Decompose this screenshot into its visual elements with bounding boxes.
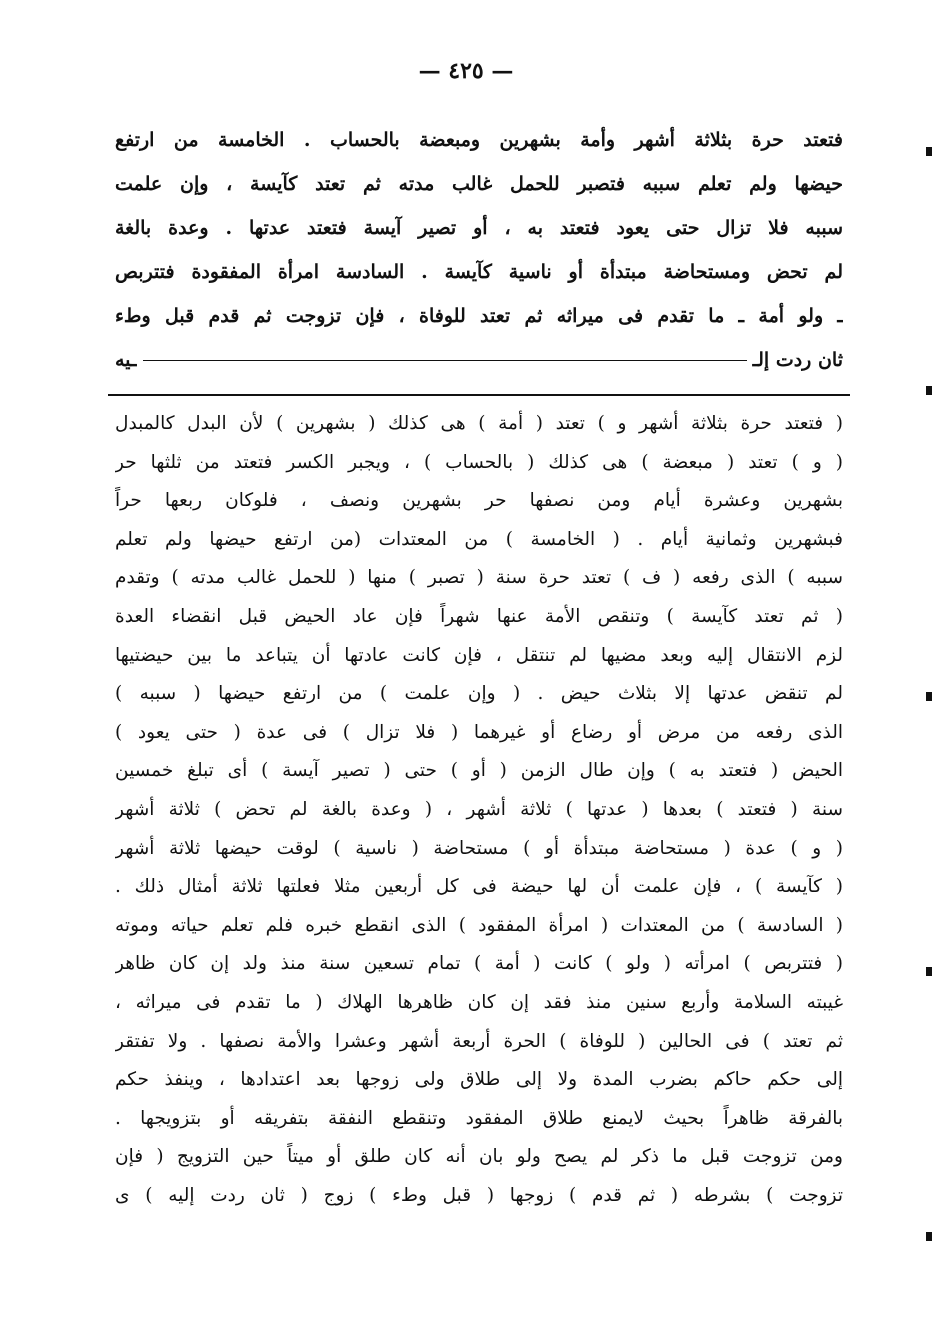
- commentary-line: ( و ) عدة ( مستحاضة مبتدأة أو ) مستحاضة ( ناسية ) لوقت حيضها ثلاثة أشهر: [115, 837, 843, 859]
- commentary-line: لم تنقض عدتها إلا بثلاث حيض . ( وإن علمت ) من ارتفع حيضها ( سببه ): [115, 683, 843, 705]
- main-text-last-line: [115, 338, 843, 382]
- main-text-line: ـ ولو أمة ـ ما تقدم فى ميراثه ثم تعتد للوفاة ، فإن تزوجت ثم قدم قبل وطء: [115, 305, 843, 327]
- commentary-line: ( السادسة ) من المعتدات ( امرأة المفقود ) الذى انقطع خبره فلم تعلم حياته وموته: [115, 914, 843, 936]
- main-text-line: فتعتد حرة بثلاثة أشهر وأمة بشهرين ومبعضة بالحساب . الخامسة من ارتفع: [115, 129, 843, 151]
- commentary-line: ( و ) تعتد ( مبعضة ) هى كذلك ( بالحساب ) ، ويجبر الكسر فتعتد من ثلثها حر: [115, 451, 843, 473]
- main-text-line: سببه فلا تزال حتى يعود فتعتد به ، أو تصير آيسة فتعتد عدتها . وعدة بالغة: [115, 217, 843, 239]
- commentary-line: الذى رفعه من مرض أو رضاع أو غيرهما ( فلا تزال ) فى عدة ( حتى يعود ): [115, 721, 843, 743]
- commentary-line: بالفرقة ظاهراً بحيث لايمنع طلاق المفقود وتنقطع النفقة بتفريقه أو بتزويجها .: [115, 1107, 843, 1129]
- main-last-line-start: ثان ردت إلـ: [752, 349, 843, 371]
- commentary-line: سنة ( فتعتد ) بعدها ( عدتها ) ثلاثة أشهر ، ( وعدة بالغة لم تحض ) ثلاثة أشهر: [115, 798, 843, 820]
- scan-edge-mark: [926, 386, 932, 395]
- main-text-line: حيضها ولم تعلم سببه فتصبر للحمل غالب مدته ثم تعتد كآيسة ، وإن علمت: [115, 173, 843, 195]
- scan-edge-mark: [926, 967, 932, 976]
- commentary-line: فبشهرين وثمانية أيام . ( الخامسة ) من المعتدات (من ارتفع حيضها ولم تعلم: [115, 528, 843, 550]
- commentary-line: ثم تعتد ) فى الحالين ( للوفاة ) الحرة أربعة أشهر وعشرا والأمة نصفها . ولا تفتقر: [115, 1030, 843, 1052]
- commentary-line: ( فتتربص ) امرأته ( ولو ) كانت ( أمة ) تمام تسعين سنة منذ ولد إن كان ظاهر: [115, 953, 843, 975]
- commentary-line: غيبته السلامة وأربع سنين منذ فقد إن كان ظاهرها الهلاك ( ما تقدم فى ميراثه ،: [115, 991, 843, 1013]
- page-number: — ٤٢٥ —: [418, 58, 514, 84]
- main-text: [115, 118, 843, 382]
- commentary-line: إلى حكم حاكم بضرب المدة ولا إلى طلاق ولى زوجها بعد اعتدادها ، وينفذ حكم: [115, 1069, 843, 1091]
- commentary-line: بشهرين وعشرة أيام ومن نصفها حر بشهرين ونصف ، فلوكان ربعها حراً: [115, 490, 843, 512]
- main-last-line-end: ـيه: [115, 349, 137, 371]
- commentary-line: تزوجت ) بشرطه ( ثم قدم ) زوجها ( قبل وطء ) زوج ( ثان ردت إليه ) ى: [115, 1184, 843, 1206]
- commentary-line: لزم الانتقال إليه وبعد مضيها لم تنتقل ، فإن كانت عادتها أن يتباعد ما بين حيضتيها: [115, 644, 843, 666]
- commentary-line: ( كآيسة ) ، فإن علمت أن لها حيضة فى كل أربعين مثلا فعلتها ثلاثة أمثال ذلك .: [115, 876, 843, 898]
- main-text-line: لم تحض ومستحاضة مبتدأة أو ناسية كآيسة . السادسة امرأة المفقودة فتتربص: [115, 261, 843, 283]
- commentary-line: ( ثم تعتد كآيسة ) وتنقص الأمة عنها شهراً فإن عاد الحيض قبل انقضاء العدة: [115, 605, 843, 627]
- commentary-line: الحيض ( فتعتد به ) وإن طال الزمن ( أو ) حتى ( تصير آيسة ) أى تبلغ خمسين: [115, 760, 843, 782]
- commentary-line: ( فتعتد حرة بثلاثة أشهر و ) تعتد ( أمة ) هى كذلك ( بشهرين ) لأن البدل كالمبدل: [115, 413, 843, 434]
- commentary-line: سببه ) الذى رفعه ( ف ) تعتد حرة سنة ( تصبر ) منها ( للحمل غالب مدته ) وتقدم: [115, 567, 843, 589]
- section-divider: [108, 394, 850, 396]
- scan-edge-mark: [926, 147, 932, 156]
- scan-edge-mark: [926, 1232, 932, 1241]
- continuation-rule: [143, 360, 747, 361]
- scan-edge-mark: [926, 692, 932, 701]
- commentary-text: [115, 405, 843, 1215]
- commentary-line: ومن تزوجت قبل ما ذكر لم يصح ولو بان أنه كان طلق أو ميتاً حين التزويج ( فإن: [115, 1146, 843, 1168]
